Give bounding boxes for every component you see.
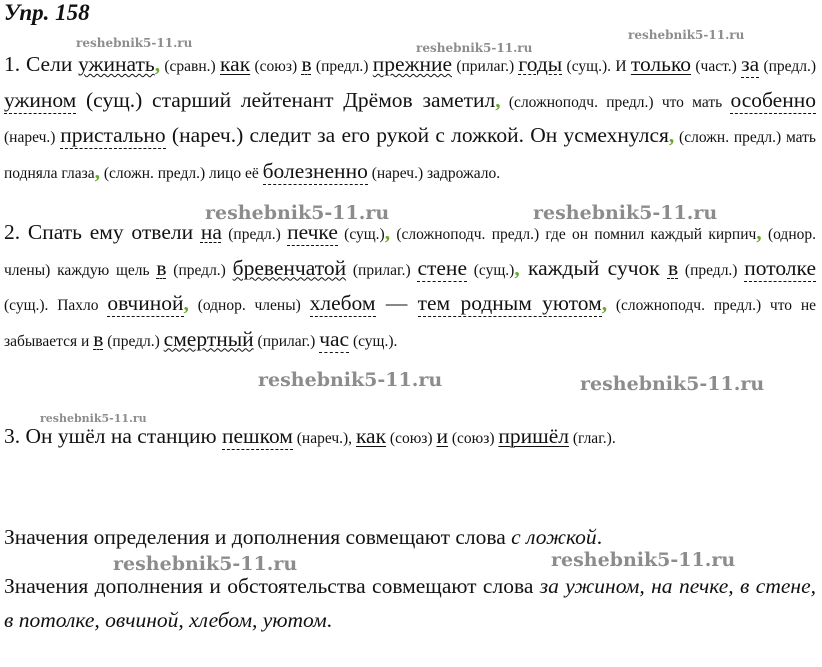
comma-mark: , <box>154 52 161 76</box>
watermark-text: reshebnik5-11.ru <box>628 28 745 42</box>
grammar-note: (сложн. предл.) лицо её <box>99 164 263 182</box>
adverb-word: пешком <box>221 424 293 448</box>
comma-mark: , <box>495 87 501 112</box>
grammar-note: (сущ.). <box>349 332 398 350</box>
adverb-word: особенно <box>730 87 816 112</box>
verb-word: пришёл <box>498 424 569 448</box>
comma-mark: , <box>384 220 391 244</box>
preposition-word: за <box>741 52 760 76</box>
watermark-text: reshebnik5-11.ru <box>533 202 718 224</box>
summary-line-1 <box>4 521 816 555</box>
grammar-note: (предл.) <box>166 261 233 279</box>
grammar-note: (сравн.) <box>160 58 221 75</box>
comma-mark: , <box>94 158 100 183</box>
watermark-text: reshebnik5-11.ru <box>580 373 765 395</box>
text: (нареч.) следит за его рукой с ложкой. Он усмехнулся <box>165 123 669 147</box>
preposition-word: в <box>93 326 104 351</box>
summary-line-2 <box>4 570 816 637</box>
preposition-word: на <box>200 220 222 244</box>
noun-word: стене <box>417 255 467 280</box>
grammar-note: (сущ.). Пахло <box>4 297 108 314</box>
grammar-note: (союз) <box>447 430 499 447</box>
noun-word: годы <box>518 52 563 76</box>
grammar-note: (глаг.). <box>568 430 616 447</box>
text: Значения определения и дополнения совмещают слова <box>4 525 512 549</box>
comma-mark: , <box>668 123 675 147</box>
conjunction-word: как <box>220 52 251 76</box>
watermark-text: reshebnik5-11.ru <box>551 549 736 571</box>
paragraph-2 <box>4 216 816 358</box>
watermark-text: reshebnik5-11.ru <box>258 369 443 391</box>
comma-mark: , <box>601 291 608 315</box>
watermark-text: reshebnik5-11.ru <box>205 202 390 224</box>
grammar-note: (част.) <box>691 58 742 75</box>
watermark-text: reshebnik5-11.ru <box>113 553 298 575</box>
grammar-note: (нареч.), <box>292 430 356 447</box>
grammar-note: (сущ.) <box>466 261 515 279</box>
grammar-note: (сложн. предл.) мать подняла глаза <box>4 129 816 182</box>
adjective-word: смертный <box>163 326 254 351</box>
adverb-word: пристально <box>60 123 166 147</box>
grammar-note: (однор. члены) <box>188 297 310 314</box>
grammar-note: (прилаг.) <box>346 261 418 279</box>
grammar-note: (предл.) <box>221 226 288 243</box>
noun-word: овчиной <box>107 291 184 315</box>
text: 2. Спать ему отвели <box>4 220 201 244</box>
conjunction-word: как <box>355 424 387 448</box>
preposition-word: в <box>301 52 312 76</box>
noun-phrase: тем родным уютом <box>417 291 602 315</box>
text: (сущ.) старший лейтенант Дрёмов заметил <box>76 87 496 112</box>
grammar-note: (сложноподч. предл.) где он помнил каждый кирпич <box>390 226 757 243</box>
noun-word: ужином <box>4 87 77 112</box>
grammar-note: (нареч.) <box>4 129 61 146</box>
example-words: с ложкой <box>511 525 597 549</box>
noun-word: час <box>319 326 350 351</box>
paragraph-1 <box>4 48 816 190</box>
grammar-note: (сущ.) <box>337 226 385 243</box>
particle-word: только <box>630 52 692 76</box>
grammar-note: (сложноподч. предл.) что не забывается и <box>4 297 816 350</box>
paragraph-3 <box>4 420 816 456</box>
text: каждый сучок <box>519 255 668 280</box>
example-words: за ужином, на печке, в стене, в потолке, овчиной, хлебом, уютом <box>4 574 816 632</box>
text: . <box>596 525 603 549</box>
grammar-note: (предл.) <box>103 332 164 350</box>
grammar-note: (прилаг.) <box>452 58 519 75</box>
dash-mark: — <box>375 291 418 315</box>
grammar-note: (однор. члены) каждую щель <box>4 226 816 279</box>
grammar-note: (прилаг.) <box>253 332 320 350</box>
grammar-note: (предл.) <box>311 58 373 75</box>
adjective-word: прежние <box>372 52 453 76</box>
comma-mark: , <box>183 291 189 315</box>
grammar-note: (союз) <box>250 58 302 75</box>
watermark-text: reshebnik5-11.ru <box>416 41 533 55</box>
watermark-text: reshebnik5-11.ru <box>76 36 193 50</box>
adverb-word: болезненно <box>262 158 368 183</box>
grammar-note: (сущ.). И <box>562 58 631 75</box>
exercise-title: Упр. 158 <box>4 0 90 25</box>
grammar-note: (предл.) <box>678 261 745 279</box>
conjunction-word: и <box>436 424 448 448</box>
comma-mark: , <box>756 220 762 244</box>
noun-word: потолке <box>744 255 816 280</box>
grammar-note: (нареч.) задрожало. <box>367 164 501 182</box>
grammar-note: (сложноподч. предл.) что мать <box>500 93 731 111</box>
noun-word: печке <box>287 220 338 244</box>
noun-word: хлебом <box>309 291 376 315</box>
text: . <box>326 607 333 632</box>
grammar-note: (союз) <box>386 430 437 447</box>
text: Значения дополнения и обстоятельства совмещают слова <box>4 574 540 598</box>
adjective-word: бревенчатой <box>232 255 347 280</box>
preposition-word: в <box>156 255 167 280</box>
comma-mark: , <box>514 255 520 280</box>
text: 1. Сели <box>4 52 79 76</box>
watermark-text: reshebnik5-11.ru <box>40 412 147 425</box>
grammar-note: (предл.) <box>759 58 816 75</box>
preposition-word: в <box>667 255 679 280</box>
predicate-word: ужинать <box>78 52 155 76</box>
text: 3. Он ушёл на станцию <box>4 424 222 448</box>
